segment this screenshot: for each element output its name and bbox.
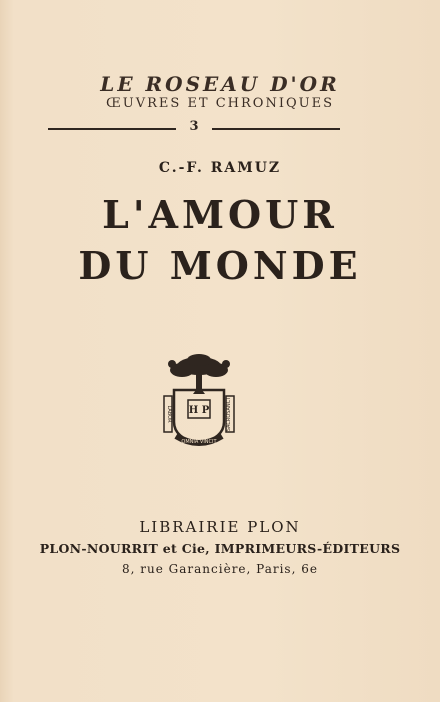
publisher-name: LIBRAIRIE PLON [139,518,301,536]
rule-right [212,128,340,130]
emblem-motto-left: LABOR [166,405,172,423]
book-title-line-2: DU MONDE [78,243,362,288]
series-number: 3 [189,119,199,134]
printer-device-icon [160,352,238,452]
series-subtitle: ŒUVRES ET CHRONIQUES [106,96,334,111]
emblem-monogram: H P [188,405,210,416]
series-title: LE ROSEAU D'OR [100,72,340,96]
emblem-motto-right: SACROSANCT [226,396,232,432]
publisher-address: 8, rue Garancière, Paris, 6e [122,562,318,576]
printers-line: PLON-NOURRIT et Cie, IMPRIMEURS-ÉDITEURS [39,541,401,556]
book-title-line-1: L'AMOUR [102,192,338,237]
rule-left [48,128,176,130]
author-name: C.-F. RAMUZ [158,160,282,176]
series-rule [48,119,340,137]
emblem-motto-bottom: OMNIA VINCIT [181,439,217,445]
